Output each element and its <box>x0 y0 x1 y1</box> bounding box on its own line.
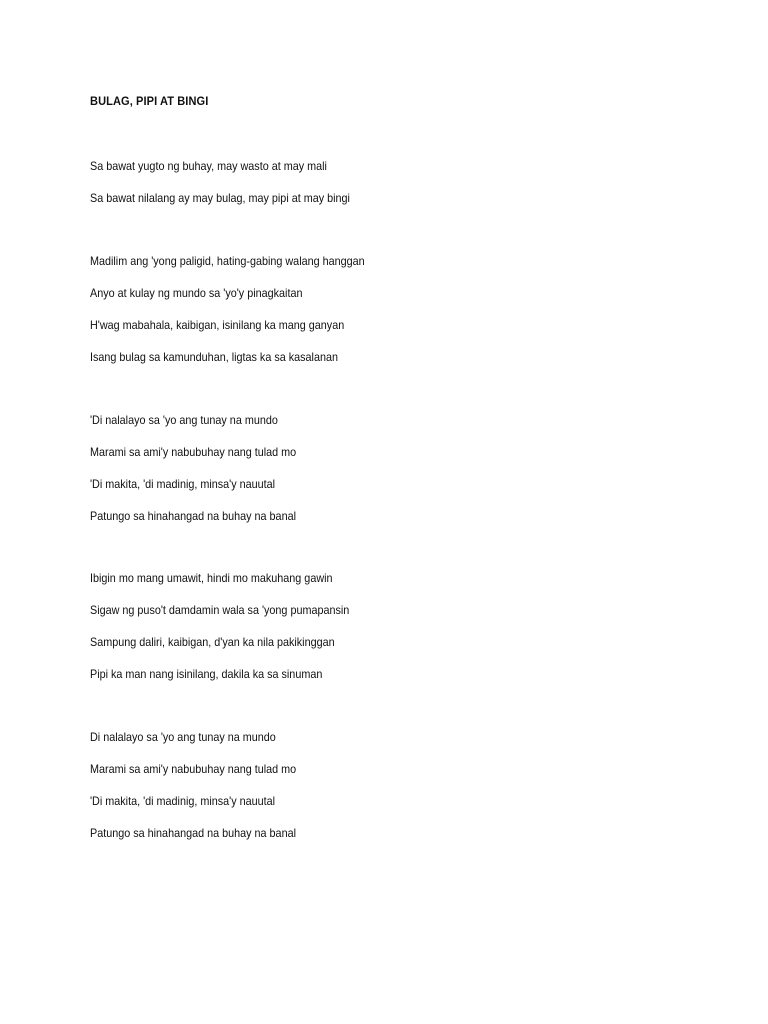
lyric-line: Sigaw ng puso't damdamin wala sa 'yong pumapansin <box>90 603 350 617</box>
lyric-line: Isang bulag sa kamunduhan, ligtas ka sa kasalanan <box>90 350 338 364</box>
lyric-line: 'Di nalalayo sa 'yo ang tunay na mundo <box>90 413 278 427</box>
lyric-line: Ibigin mo mang umawit, hindi mo makuhang gawin <box>90 571 333 585</box>
stanza-4 <box>90 570 378 698</box>
lyric-line: Marami sa ami'y nabubuhay nang tulad mo <box>90 762 297 776</box>
lyric-line: Sampung daliri, kaibigan, d'yan ka nila pakikinggan <box>90 635 335 649</box>
lyric-line: Pipi ka man nang isinilang, dakila ka sa sinuman <box>90 667 323 681</box>
lyric-line: Sa bawat yugto ng buhay, may wasto at may mali <box>90 159 327 173</box>
lyric-line: H'wag mabahala, kaibigan, isinilang ka mang ganyan <box>90 318 345 332</box>
lyric-line: 'Di makita, 'di madinig, minsa'y nauutal <box>90 477 276 491</box>
lyric-line: Sa bawat nilalang ay may bulag, may pipi at may bingi <box>90 191 350 205</box>
lyric-line: Anyo at kulay ng mundo sa 'yo'y pinagkaitan <box>90 286 303 300</box>
stanza-3 <box>90 412 319 540</box>
song-title: BULAG, PIPI AT BINGI <box>90 94 209 108</box>
lyric-line: Patungo sa hinahangad na buhay na banal <box>90 509 296 523</box>
lyric-line: Di nalalayo sa 'yo ang tunay na mundo <box>90 730 276 744</box>
lyric-line: Madilim ang 'yong paligid, hating-gabing walang hanggan <box>90 254 365 268</box>
stanza-5 <box>90 729 319 857</box>
stanza-2 <box>90 253 395 381</box>
stanza-1 <box>90 158 379 222</box>
lyric-line: 'Di makita, 'di madinig, minsa'y nauutal <box>90 794 276 808</box>
lyric-line: Marami sa ami'y nabubuhay nang tulad mo <box>90 445 297 459</box>
lyric-line: Patungo sa hinahangad na buhay na banal <box>90 826 296 840</box>
